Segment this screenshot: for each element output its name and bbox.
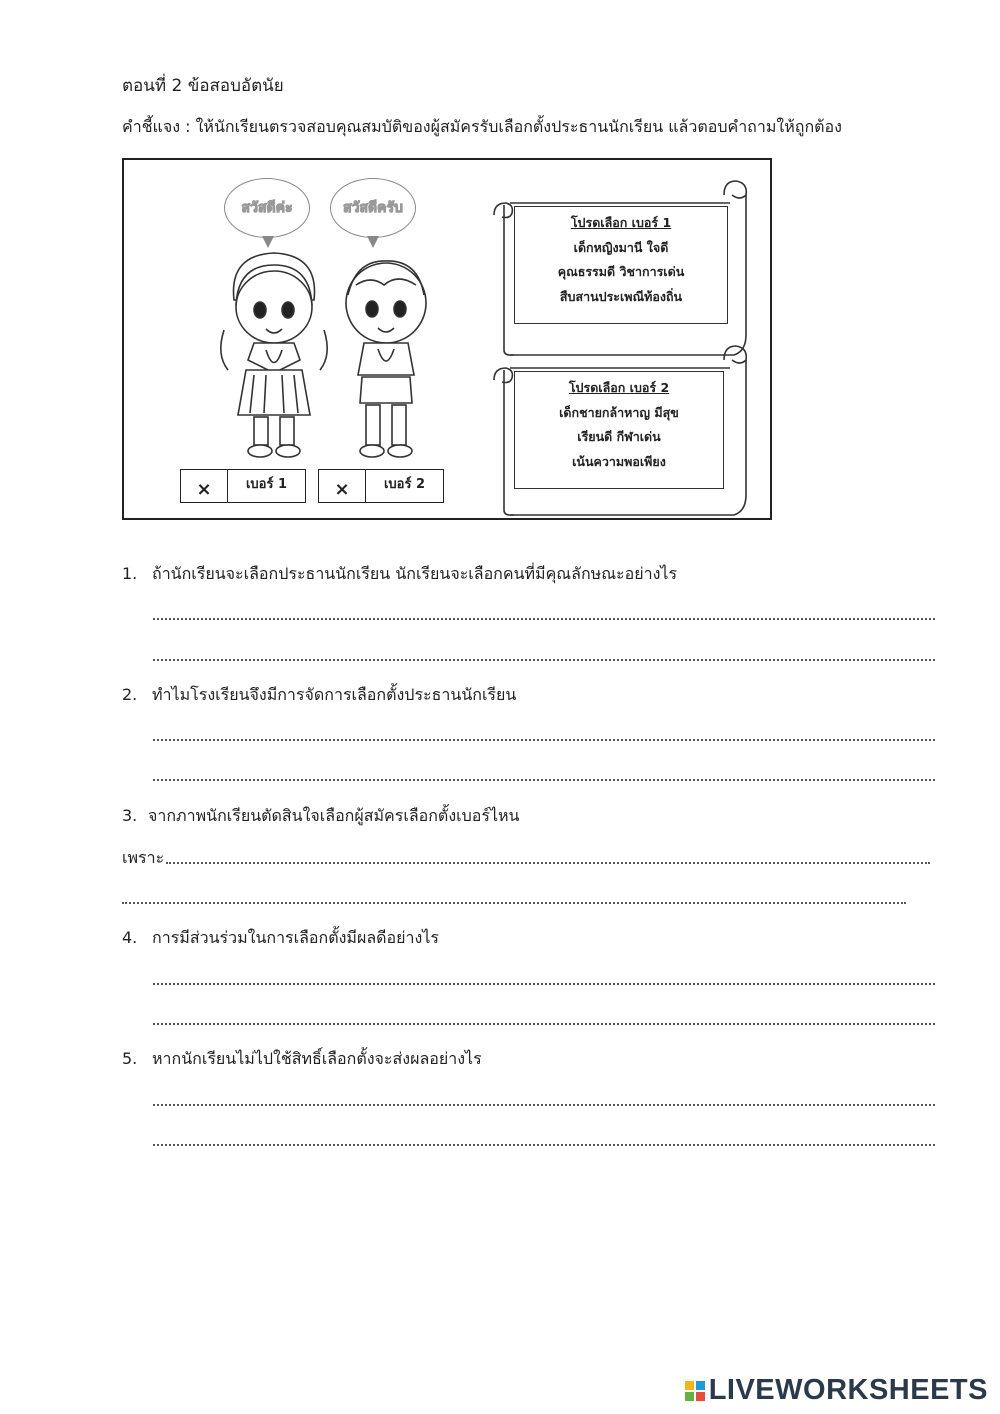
answer-2-line-2[interactable] <box>153 779 935 781</box>
question-3-text: จากภาพนักเรียนตัดสินใจเลือกผู้สมัครเลือกตั้งเบอร์ไหน <box>148 806 520 825</box>
answer-1-line-1[interactable] <box>153 618 935 620</box>
vote-box-2 <box>318 469 444 503</box>
candidate-2-name: เด็กชายกล้าหาญ มีสุข <box>559 404 679 420</box>
girl-speech-bubble: สวัสดีค่ะ <box>224 178 310 238</box>
answer-4-line-1[interactable] <box>153 983 935 985</box>
candidate-1-quality: คุณธรรมดี วิชาการเด่น <box>557 264 685 279</box>
question-2-text: ทำไมโรงเรียนจึงมีการจัดการเลือกตั้งประธานนักเรียน <box>152 685 517 704</box>
question-1-text: ถ้านักเรียนจะเลือกประธานนักเรียน นักเรียนจะเลือกคนที่มีคุณลักษณะอย่างไร <box>152 564 678 583</box>
candidate-2-policy: เน้นความพอเพียง <box>572 453 666 469</box>
answer-5-line-2[interactable] <box>153 1144 935 1146</box>
question-4-text: การมีส่วนร่วมในการเลือกตั้งมีผลดีอย่างไร <box>152 928 439 947</box>
vote-mark-2: × <box>319 470 366 502</box>
answer-5-line-1[interactable] <box>153 1104 935 1106</box>
vote-label-1: เบอร์ 1 <box>245 476 288 492</box>
candidate-2-quality: เรียนดี กีฬาเด่น <box>577 429 661 444</box>
answer-1-line-2[interactable] <box>153 659 935 661</box>
instructions: คำชี้แจง : ให้นักเรียนตรวจสอบคุณสมบัติของผู้สมัครรับเลือกตั้งประธานนักเรียน แล้วตอบคำถามให้ถูกต้อง <box>122 117 842 136</box>
question-2-number: 2. <box>122 685 138 704</box>
brand-grid-icon <box>685 1381 705 1401</box>
brand-text: LIVEWORKSHEETS <box>708 1374 988 1406</box>
vote-mark-1: × <box>181 470 228 502</box>
boy-speech-bubble: สวัสดีครับ <box>330 178 416 238</box>
question-3-number: 3. <box>122 806 138 825</box>
brand-square-red <box>696 1392 705 1401</box>
candidate-1-policy: สืบสานประเพณีท้องถิ่น <box>559 288 683 304</box>
answer-3-line-2[interactable] <box>122 902 906 904</box>
candidate-1-name: เด็กหญิงมานี ใจดี <box>573 239 669 255</box>
answer-2-line-1[interactable] <box>153 739 935 741</box>
answer-3-line-1[interactable] <box>166 862 930 864</box>
question-1-number: 1. <box>122 564 138 583</box>
question-4-number: 4. <box>122 928 138 947</box>
brand-square-green <box>685 1392 694 1401</box>
question-5-text: หากนักเรียนไม่ไปใช้สิทธิ์เลือกตั้งจะส่งผลอย่างไร <box>152 1049 482 1068</box>
girl-illustration <box>221 253 327 457</box>
liveworksheets-logo[interactable] <box>685 1374 988 1407</box>
brand-square-blue <box>696 1381 705 1390</box>
candidate-card-1 <box>514 206 728 324</box>
candidate-card-2 <box>514 371 724 489</box>
candidate-2-title: โปรดเลือก เบอร์ 2 <box>568 380 670 395</box>
brand-square-yellow <box>685 1381 694 1390</box>
vote-box-1 <box>180 469 306 503</box>
answer-4-line-2[interactable] <box>153 1023 935 1025</box>
students-illustration <box>214 245 444 470</box>
because-label: เพราะ <box>122 848 165 867</box>
vote-label-2: เบอร์ 2 <box>383 476 426 492</box>
part-title: ตอนที่ 2 ข้อสอบอัตนัย <box>122 76 284 96</box>
candidate-1-title: โปรดเลือก เบอร์ 1 <box>570 215 672 230</box>
candidate-picture <box>122 158 772 520</box>
question-5-number: 5. <box>122 1049 138 1068</box>
boy-illustration <box>346 261 426 457</box>
